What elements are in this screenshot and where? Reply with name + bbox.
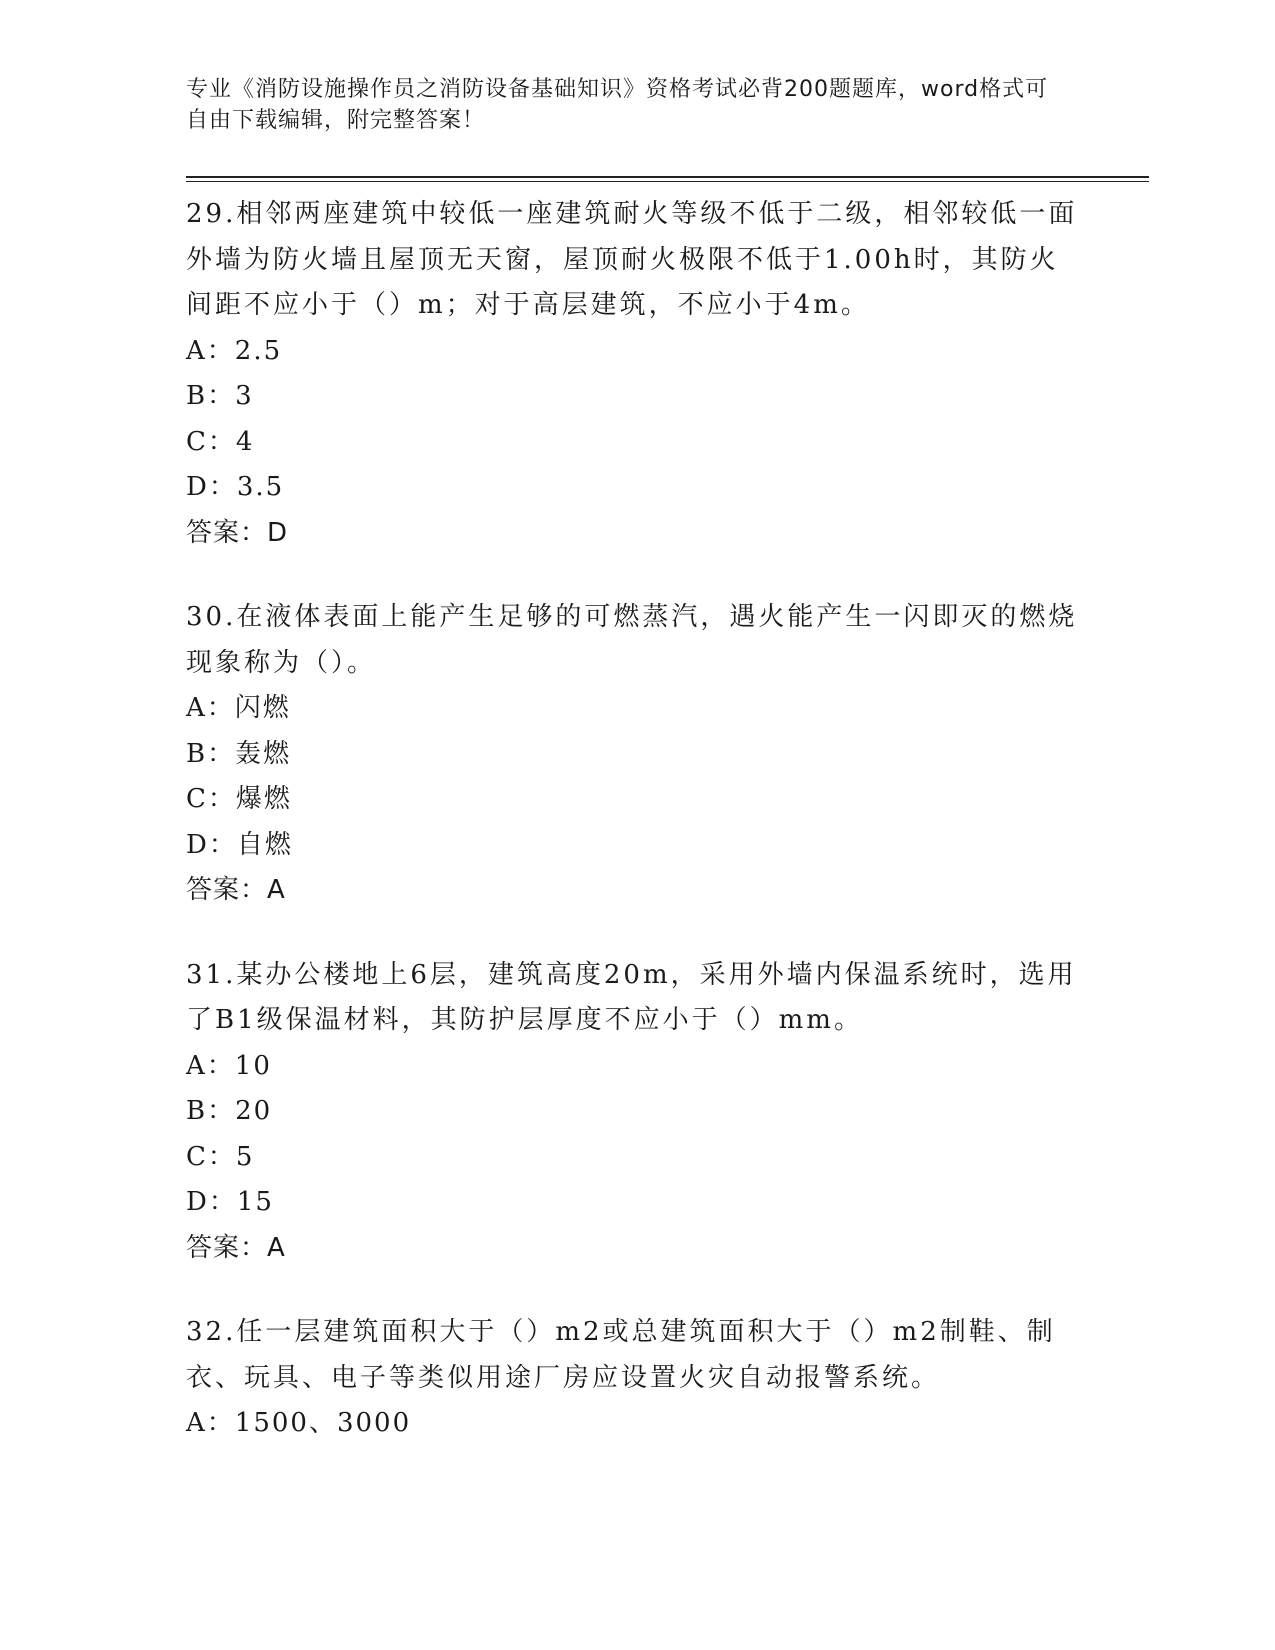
answer-line: 答案：A: [186, 875, 286, 905]
header-divider-thin: [186, 181, 1149, 182]
question-32: [186, 1310, 1086, 1447]
question-text: 31.某办公楼地上6层，建筑高度20m，采用外墙内保温系统时，选用了B1级保温材料，其防护层厚度不应小于（）mm。: [186, 959, 1077, 1035]
option-b: B：3: [186, 381, 254, 411]
option-a: A：闪燃: [186, 693, 291, 723]
header-divider-thick: [186, 176, 1149, 178]
option-a: A：2.5: [186, 335, 283, 366]
option-a: A：10: [186, 1050, 272, 1081]
option-b: B：轰燃: [186, 738, 292, 769]
question-text: 30.在液体表面上能产生足够的可燃蒸汽，遇火能产生一闪即灭的燃烧现象称为（）。: [186, 602, 1078, 678]
option-d: D：自燃: [186, 829, 293, 860]
question-31: [186, 953, 1086, 1272]
question-30: [186, 595, 1086, 914]
option-c: C：4: [186, 426, 255, 457]
document-header: 专业《消防设施操作员之消防设备基础知识》资格考试必背200题题库，word格式可自由下载编辑，附完整答案！: [186, 77, 1049, 133]
option-b: B：20: [186, 1096, 273, 1126]
question-text: 29.相邻两座建筑中较低一座建筑耐火等级不低于二级，相邻较低一面外墙为防火墙且屋顶无天窗，屋顶耐火极限不低于1.00h时，其防火间距不应小于（）m；对于高层建筑，不应小于4m。: [186, 199, 1078, 320]
option-c: C：爆燃: [186, 784, 292, 814]
question-29: [186, 192, 1086, 556]
answer-line: 答案：D: [186, 517, 289, 548]
option-c: C：5: [186, 1141, 255, 1172]
option-a: A：1500、3000: [186, 1408, 412, 1438]
question-list: [186, 192, 1086, 1486]
option-d: D：3.5: [186, 472, 285, 502]
question-text: 32.任一层建筑面积大于（）m2或总建筑面积大于（）m2制鞋、制衣、玩具、电子等类似用途厂房应设置火灾自动报警系统。: [186, 1317, 1056, 1393]
answer-line: 答案：A: [186, 1232, 286, 1263]
option-d: D：15: [186, 1187, 274, 1217]
